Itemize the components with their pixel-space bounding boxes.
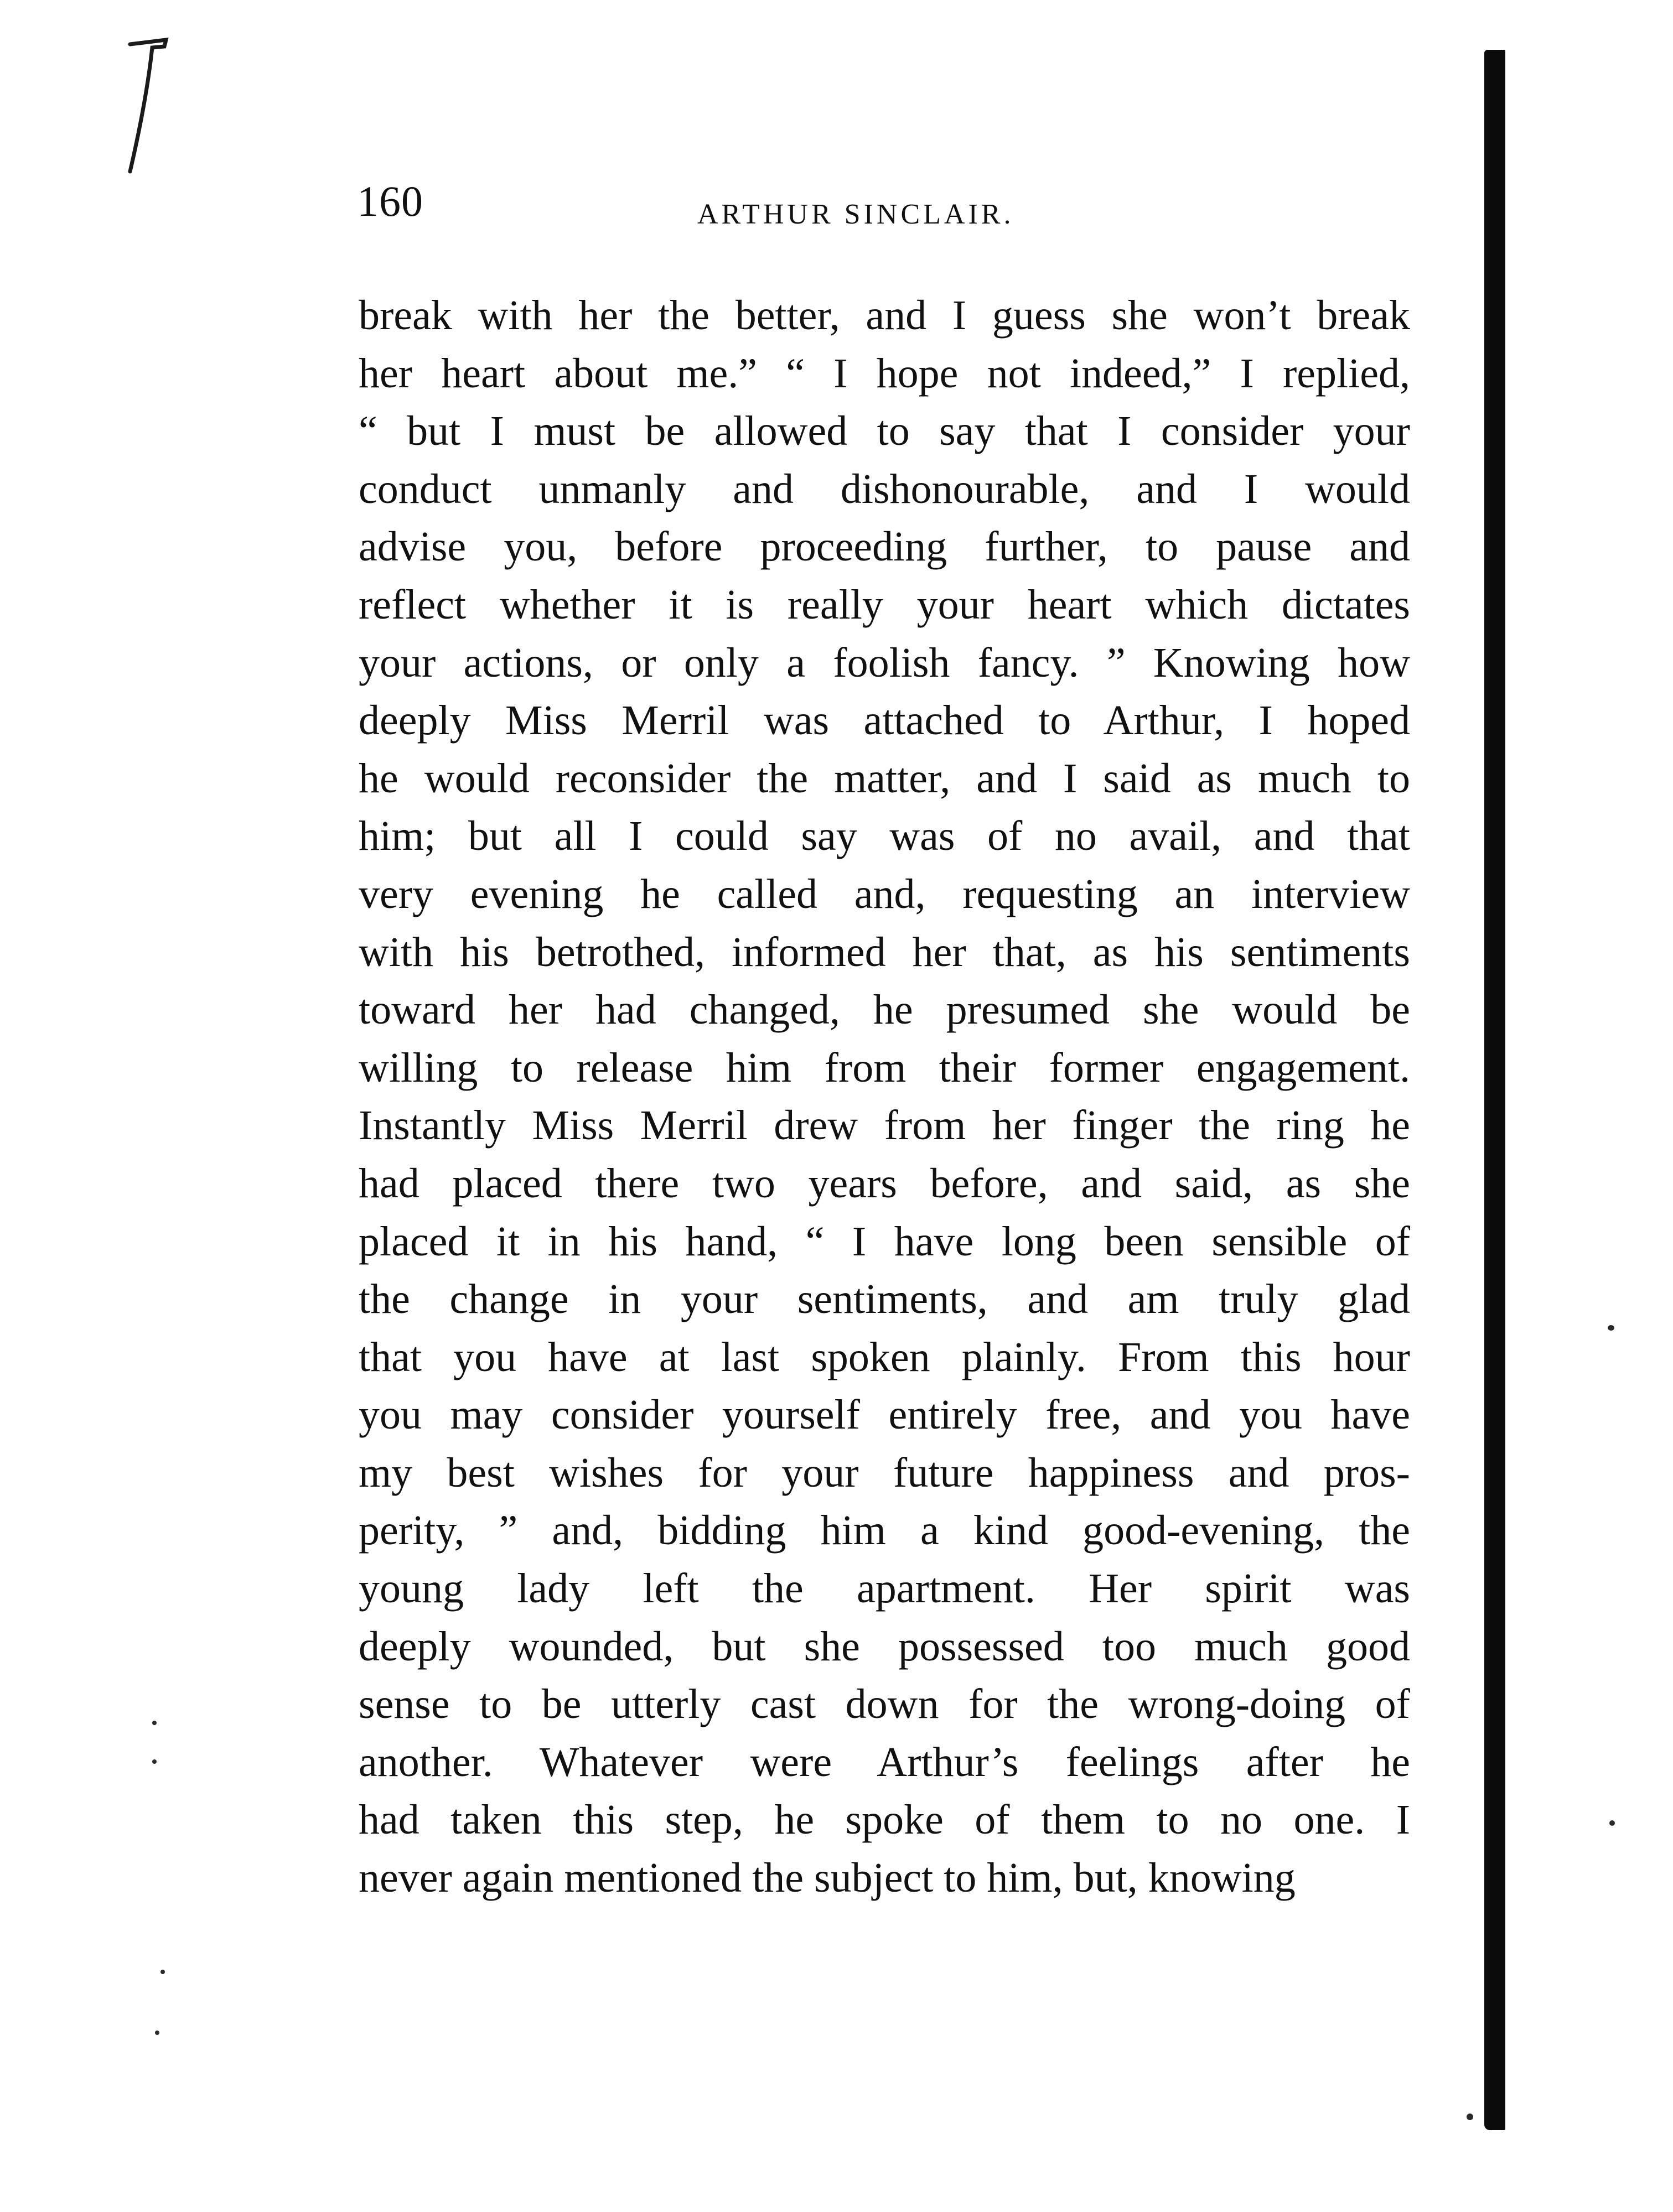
text-line: reflect whether it is really your heart which dictates [359,581,1410,628]
text-line: had taken this step, he spoke of them to no one. I [359,1796,1410,1844]
text-line: willing to release him from their former engagement. [359,1044,1410,1091]
text-line: had placed there two years before, and said, as she [359,1160,1410,1207]
text-line: toward her had changed, he presumed she would be [359,986,1410,1034]
binding-shadow [1484,50,1505,2130]
scan-speck [152,1721,157,1725]
scan-speck [155,2031,159,2035]
text-line: placed it in his hand, “ I have long been sensible of [359,1218,1410,1265]
text-line: that you have at last spoken plainly. From this hour [359,1333,1410,1380]
text-line: perity, ” and, bidding him a kind good-evening, the [359,1507,1410,1554]
scan-mark-decoration [113,33,180,177]
text-line: sense to be utterly cast down for the wrong-doing of [359,1681,1410,1728]
text-line: very evening he called and, requesting an interview [359,870,1410,917]
scan-speck [1609,1820,1615,1826]
text-line: Instantly Miss Merril drew from her finger the ring he [359,1102,1410,1149]
text-line: with his betrothed, informed her that, as his sentiments [359,928,1410,975]
scan-speck [1467,2114,1473,2120]
body-text [359,287,1410,1907]
text-line: another. Whatever were Arthur’s feelings after he [359,1738,1410,1785]
text-line: “ but I must be allowed to say that I consider your [359,408,1410,455]
running-title: ARTHUR SINCLAIR. [697,199,1014,230]
text-line: deeply wounded, but she possessed too much good [359,1623,1410,1670]
text-line: never again mentioned the subject to him, but, knowing [359,1855,1296,1902]
text-line: you may consider yourself entirely free, and you have [359,1391,1410,1439]
text-line: young lady left the apartment. Her spirit was [359,1565,1410,1612]
scan-speck [152,1759,157,1764]
scan-speck [160,1970,165,1974]
text-line: your actions, or only a foolish fancy. ” Knowing how [359,639,1410,686]
text-line: advise you, before proceeding further, to pause and [359,523,1410,570]
text-line: her heart about me.” “ I hope not indeed,” I replied, [359,350,1410,397]
page-number: 160 [357,177,423,225]
text-line: him; but all I could say was of no avail, and that [359,813,1410,860]
text-line: conduct unmanly and dishonourable, and I would [359,465,1410,512]
text-line: the change in your sentiments, and am truly glad [359,1276,1410,1323]
text-line: he would reconsider the matter, and I said as much to [359,755,1410,802]
text-line: deeply Miss Merril was attached to Arthur, I hoped [359,697,1410,744]
text-line: my best wishes for your future happiness and pros- [359,1449,1410,1496]
text-line: break with her the better, and I guess she won’t break [359,292,1410,339]
scan-speck [1608,1325,1614,1331]
